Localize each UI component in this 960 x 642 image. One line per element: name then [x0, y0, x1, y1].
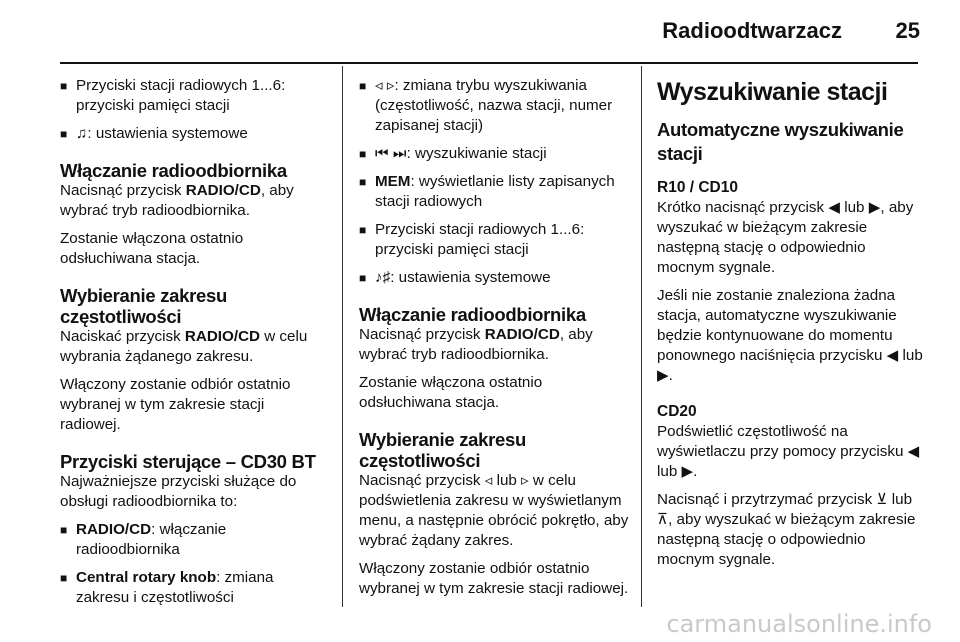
list-item: ■ MEM: wyświetlanie listy zapisanych stacji radiowych — [359, 173, 615, 210]
section-title: Wyszukiwanie stacji — [657, 78, 888, 106]
section-heading: Wybieranie zakresu częstotliwości — [60, 285, 228, 327]
column-divider — [342, 66, 343, 607]
section-heading: Włączanie radioodbiornika — [60, 160, 287, 181]
bullet-icon: ■ — [359, 147, 367, 161]
bullet-icon: ■ — [359, 223, 367, 237]
column-2 — [359, 76, 631, 607]
header-rule — [60, 62, 918, 64]
paragraph: Podświetlić częstotliwość na wyświetlaczu przy pomocy przycisku ◀ lub ▶. — [657, 423, 920, 480]
item-text: : ustawienia systemowe — [87, 125, 248, 142]
column-3 — [657, 76, 925, 578]
paragraph: Nacisnąć przycisk RADIO/CD, aby wybrać tryb radioodbiornika. — [60, 182, 294, 219]
bullet-icon: ■ — [60, 127, 68, 141]
paragraph: Nacisnąć przycisk RADIO/CD, aby wybrać tryb radioodbiornika. — [359, 326, 593, 363]
bullet-icon: ■ — [359, 271, 367, 285]
seek-icon: ⏮ ⏭ — [375, 145, 407, 162]
paragraph: Włączony zostanie odbiór ostatnio wybranej w tym zakresie stacji radiowej. — [60, 376, 291, 433]
page-title: Radioodtwarzacz — [662, 18, 842, 43]
paragraph: Zostanie włączona ostatnio odsłuchiwana stacja. — [359, 374, 543, 411]
list-item: ■ Przyciski stacji radiowych 1...6: przyciski pamięci stacji — [359, 221, 585, 258]
column-1 — [60, 76, 328, 616]
arrow-left-right-icon: ◃ ▹ — [375, 77, 395, 94]
bullet-icon: ■ — [60, 79, 68, 93]
subsection-heading: Automatyczne wyszukiwanie stacji — [657, 119, 904, 164]
page-header — [0, 0, 960, 60]
section-heading: Przyciski sterujące – CD30 BT — [60, 451, 316, 472]
column-divider — [641, 66, 642, 607]
list-item — [60, 124, 328, 144]
bullet-icon: ■ — [359, 79, 367, 93]
paragraph: Nacisnąć przycisk ◃ lub ▹ w celu podświetlenia zakresu w wyświetlanym menu, a następnie obrócić pokrętło, aby wybrać żądany zakres. — [359, 472, 629, 549]
paragraph: Naciskać przycisk RADIO/CD w celu wybrania żądanego zakresu. — [60, 328, 308, 365]
item-text: Przyciski stacji radiowych 1...6: przyciski pamięci stacji — [76, 77, 286, 114]
list-item: ■ Central rotary knob: zmiana zakresu i częstotliwości — [60, 569, 274, 606]
bullet-icon: ■ — [60, 571, 68, 585]
paragraph: Krótko nacisnąć przycisk ◀ lub ▶, aby wyszukać w bieżącym zakresie następną stację o odpowiednio mocnym sygnale. — [657, 199, 914, 276]
list-item: ■ ◃ ▹: zmiana trybu wyszukiwania (częstotliwość, nazwa stacji, numer zapisanej stacji) — [359, 77, 613, 134]
settings-icon: ♪♯ — [375, 269, 391, 286]
list-item — [60, 76, 328, 116]
bullet-icon: ■ — [60, 523, 68, 537]
page-number: 25 — [895, 18, 920, 43]
settings-icon: ♫ — [76, 125, 88, 142]
watermark: carmanualsonline.info — [666, 610, 932, 638]
list-item: ■ RADIO/CD: włączanie radioodbiornika — [60, 521, 227, 558]
model-heading: CD20 — [657, 403, 697, 420]
section-heading: Włączanie radioodbiornika — [359, 304, 586, 325]
list-item: ■ ⏮ ⏭: wyszukiwanie stacji — [359, 145, 547, 162]
paragraph: Włączony zostanie odbiór ostatnio wybranej w tym zakresie stacji radiowej. — [359, 560, 629, 597]
list-item: ■ ♪♯: ustawienia systemowe — [359, 269, 551, 286]
section-heading: Wybieranie zakresu częstotliwości — [359, 429, 527, 471]
paragraph: Zostanie włączona ostatnio odsłuchiwana stacja. — [60, 230, 244, 267]
bullet-icon: ■ — [359, 175, 367, 189]
model-heading: R10 / CD10 — [657, 179, 738, 196]
paragraph: Jeśli nie zostanie znaleziona żadna stacja, automatyczne wyszukiwanie będzie kontynuowane do momentu ponownego naciśnięcia przycisku ◀ lub ▶. — [657, 287, 923, 384]
paragraph: Nacisnąć i przytrzymać przycisk ⊻ lub ⊼, aby wyszukać w bieżącym zakresie następną stację o odpowiednio mocnym sygnale. — [657, 491, 916, 568]
paragraph: Najważniejsze przyciski służące do obsługi radioodbiornika to: — [60, 473, 297, 510]
